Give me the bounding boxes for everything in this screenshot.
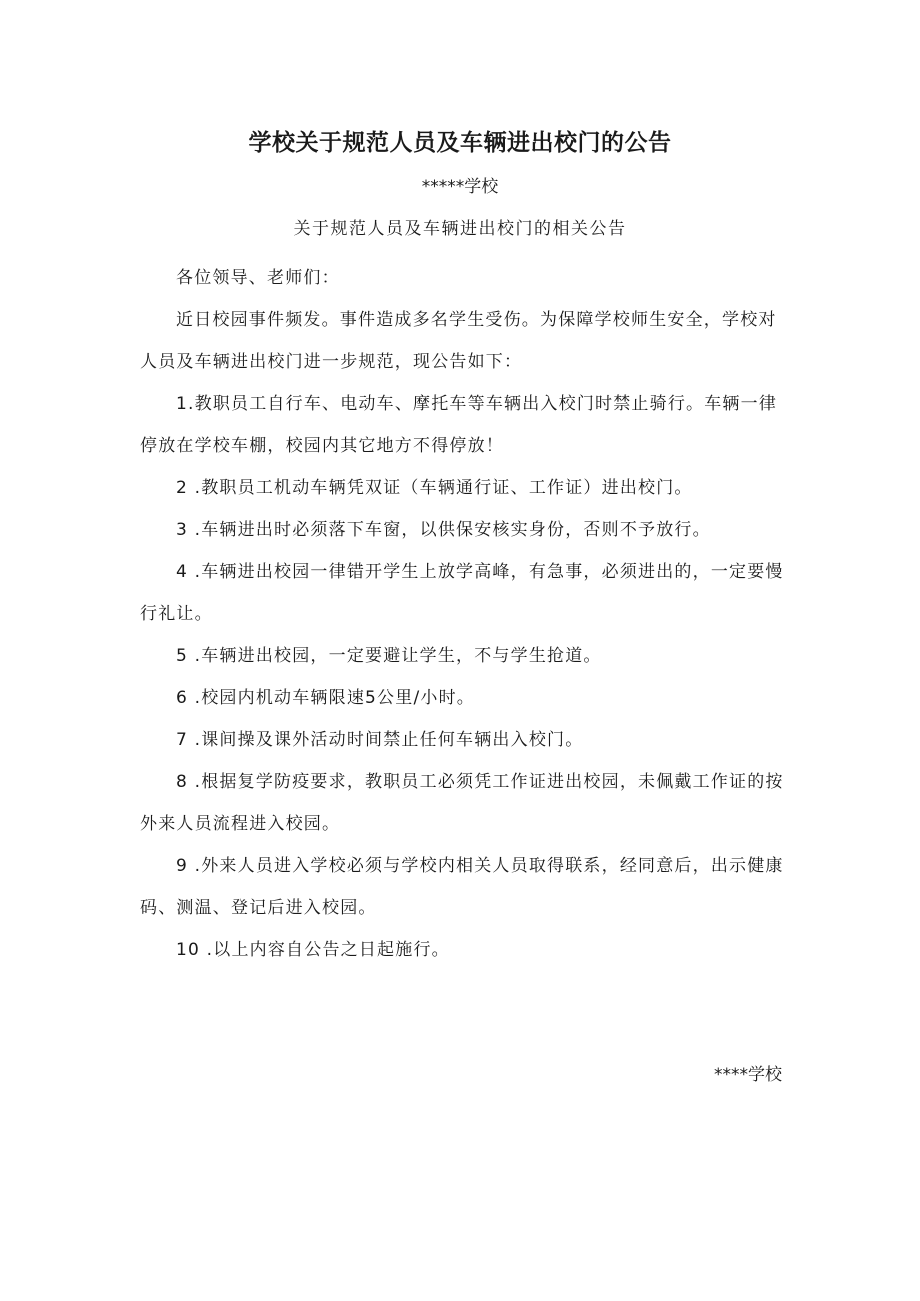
rule-item-2: 2 .教职员工机动车辆凭双证（车辆通行证、工作证）进出校门。	[176, 478, 693, 498]
school-name: *****学校	[421, 177, 499, 197]
document-body	[140, 257, 790, 971]
rule-item-4: 4 .车辆进出校园一律错开学生上放学高峰，有急事，必须进出的，一定要慢行礼让。	[140, 562, 784, 624]
rule-item-8: 8 .根据复学防疫要求，教职员工必须凭工作证进出校园，未佩戴工作证的按外来人员流程进入校园。	[140, 772, 784, 834]
signature: ****学校	[714, 1065, 782, 1085]
greeting: 各位领导、老师们：	[176, 268, 340, 288]
rule-item-1: 1.教职员工自行车、电动车、摩托车等车辆出入校门时禁止骑行。车辆一律停放在学校车棚，校园内其它地方不得停放！	[140, 394, 778, 456]
intro-paragraph: 近日校园事件频发。事件造成多名学生受伤。为保障学校师生安全，学校对人员及车辆进出校门进一步规范，现公告如下：	[140, 310, 777, 372]
rule-item-10: 10 .以上内容自公告之日起施行。	[176, 940, 450, 960]
document-subtitle: 关于规范人员及车辆进出校门的相关公告	[293, 219, 627, 239]
rule-item-6: 6 .校园内机动车辆限速5公里/小时。	[176, 688, 475, 708]
rule-item-3: 3 .车辆进出时必须落下车窗，以供保安核实身份，否则不予放行。	[176, 520, 711, 540]
rule-item-7: 7 .课间操及课外活动时间禁止任何车辆出入校门。	[176, 730, 584, 750]
rule-item-9: 9 .外来人员进入学校必须与学校内相关人员取得联系，经同意后，出示健康码、测温、登记后进入校园。	[140, 856, 784, 918]
document-title: 学校关于规范人员及车辆进出校门的公告	[248, 130, 672, 156]
rule-item-5: 5 .车辆进出校园，一定要避让学生，不与学生抢道。	[176, 646, 602, 666]
